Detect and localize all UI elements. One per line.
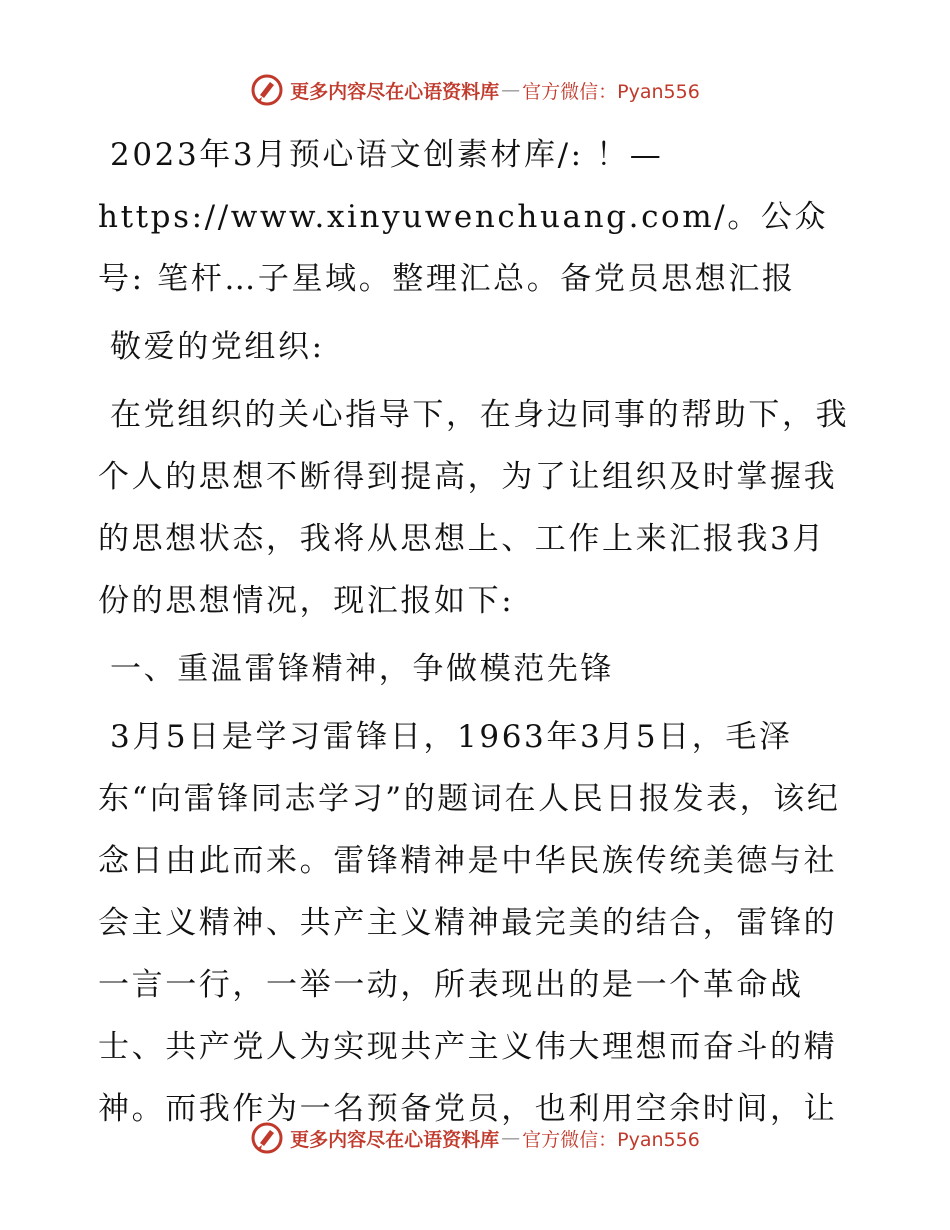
- banner-slogan: 更多内容尽在心语资料库: [290, 1128, 500, 1151]
- banner-slogan: 更多内容尽在心语资料库: [290, 80, 500, 103]
- banner-contact: 官方微信：Pyan556: [522, 80, 700, 103]
- banner-contact: 官方微信：Pyan556: [522, 1128, 700, 1151]
- brand-logo-icon: [250, 73, 284, 107]
- section-heading-1: 一、重温雷锋精神，争做模范先锋: [110, 651, 614, 687]
- paragraph-body: 3月5日是学习雷锋日，1963年3月5日，毛泽东“向雷锋同志学习”的题词在人民日报发表，该纪念日由此而来。雷锋精神是中华民族传统美德与社会主义精神、共产主义精神最完美的结合，雷锋的一言一行，一举一动，所表现出的是一个革命战士、共产党人为实现共产主义伟大理想而奋斗的精神。而我作为一名预备党员，也利用空余时间，让: [98, 719, 841, 1127]
- header-banner: [0, 70, 950, 110]
- banner-separator: —: [501, 1127, 521, 1149]
- paragraph-intro: 2023年3月预心语文创素材库/: ！—https://www.xinyuwenchuang.com/。公众号: 笔杆…子星域。整理汇总。备党员思想汇报: [98, 137, 829, 297]
- paragraph-salutation: 敬爱的党组织:: [110, 329, 325, 365]
- document-body: [98, 124, 858, 1142]
- banner-separator: —: [501, 79, 521, 101]
- footer-banner: [0, 1118, 950, 1158]
- paragraph-opening: 在党组织的关心指导下，在身边同事的帮助下，我个人的思想不断得到提高，为了让组织及时掌握我的思想状态，我将从思想上、工作上来汇报我3月份的思想情况，现汇报如下:: [98, 397, 850, 619]
- brand-logo-icon: [250, 1121, 284, 1155]
